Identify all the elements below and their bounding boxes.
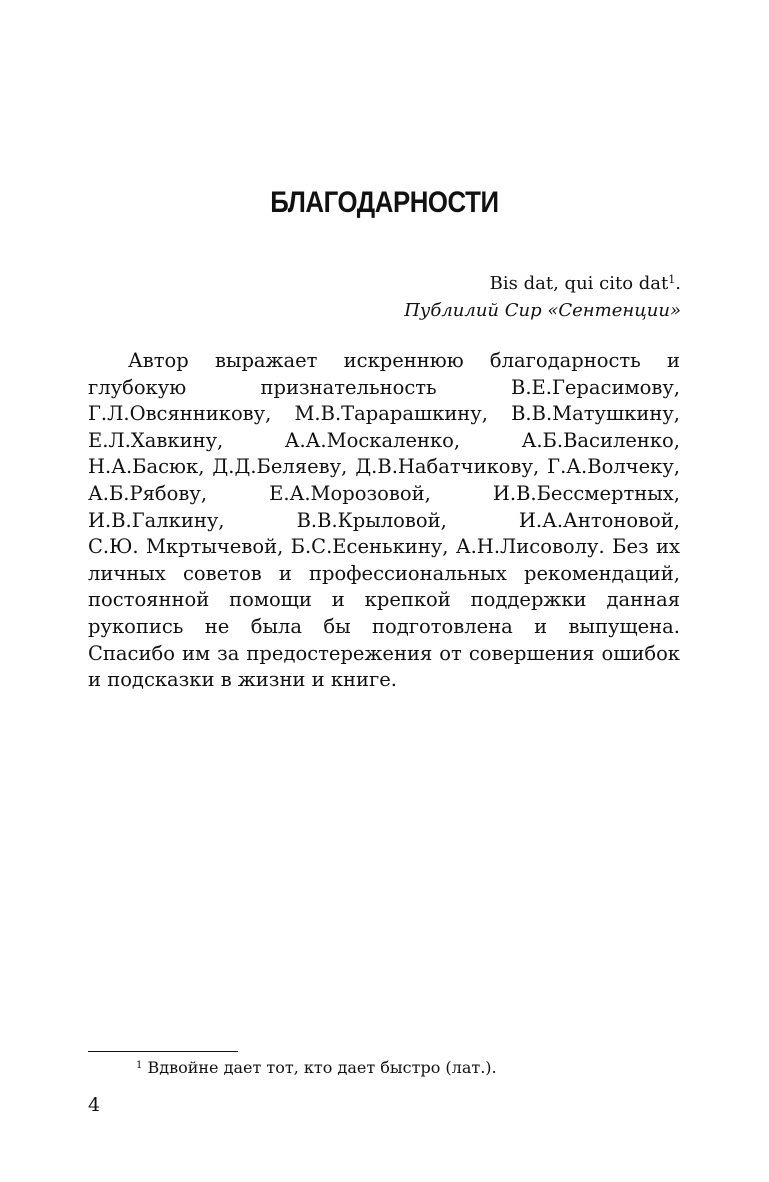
paragraph-line: глубокую признательность В.Е.Герасимову, [88,375,680,399]
paragraph-line: А.Б.Рябову, Е.А.Морозовой, И.В.Бессмертных, [88,481,680,505]
acknowledgement-paragraph [88,348,680,694]
paragraph-line: и подсказки в жизни и книге. [88,668,397,692]
paragraph-line: С.Ю. Мкртычевой, Б.С.Есенькину, А.Н.Лисоволу. Без их [88,535,680,559]
paragraph-line: Автор выражает искреннюю благодарность и [128,349,680,372]
footnote-text: Вдвойне дает тот, кто дает быстро (лат.). [142,1058,497,1077]
footnote-mark: 1 [136,1060,143,1071]
footnote-divider [88,1051,238,1052]
footnote-reference[interactable]: 1 [668,273,676,286]
paragraph-line: постоянной помощи и крепкой поддержки данная [88,588,680,612]
epigraph-quote-text: Bis dat, qui cito dat [489,273,669,294]
paragraph-line: личных советов и профессиональных рекомендаций, [88,561,680,585]
epigraph-source: Публилий Сир «Сентенции» [404,300,681,321]
epigraph [404,270,681,324]
page-number: 4 [88,1094,101,1116]
page-title: БЛАГОДАРНОСТИ [270,186,499,219]
paragraph-line: И.В.Галкину, В.В.Крыловой, И.А.Антоновой, [88,508,680,532]
paragraph-line: Спасибо им за предостережения от совершения ошибок [88,641,680,665]
epigraph-quote [404,270,681,297]
paragraph-line: Н.А.Басюк, Д.Д.Беляеву, Д.В.Набатчикову, Г.А.Волчеку, [88,455,680,479]
paragraph-line: Е.Л.Хавкину, А.А.Москаленко, А.Б.Василенко, [88,428,680,452]
footnote [136,1058,497,1078]
paragraph-line: Г.Л.Овсянникову, М.В.Тарарашкину, В.В.Матушкину, [88,402,680,426]
paragraph-line: рукопись не была бы подготовлена и выпущена. [88,614,680,638]
epigraph-quote-period: . [675,273,681,294]
